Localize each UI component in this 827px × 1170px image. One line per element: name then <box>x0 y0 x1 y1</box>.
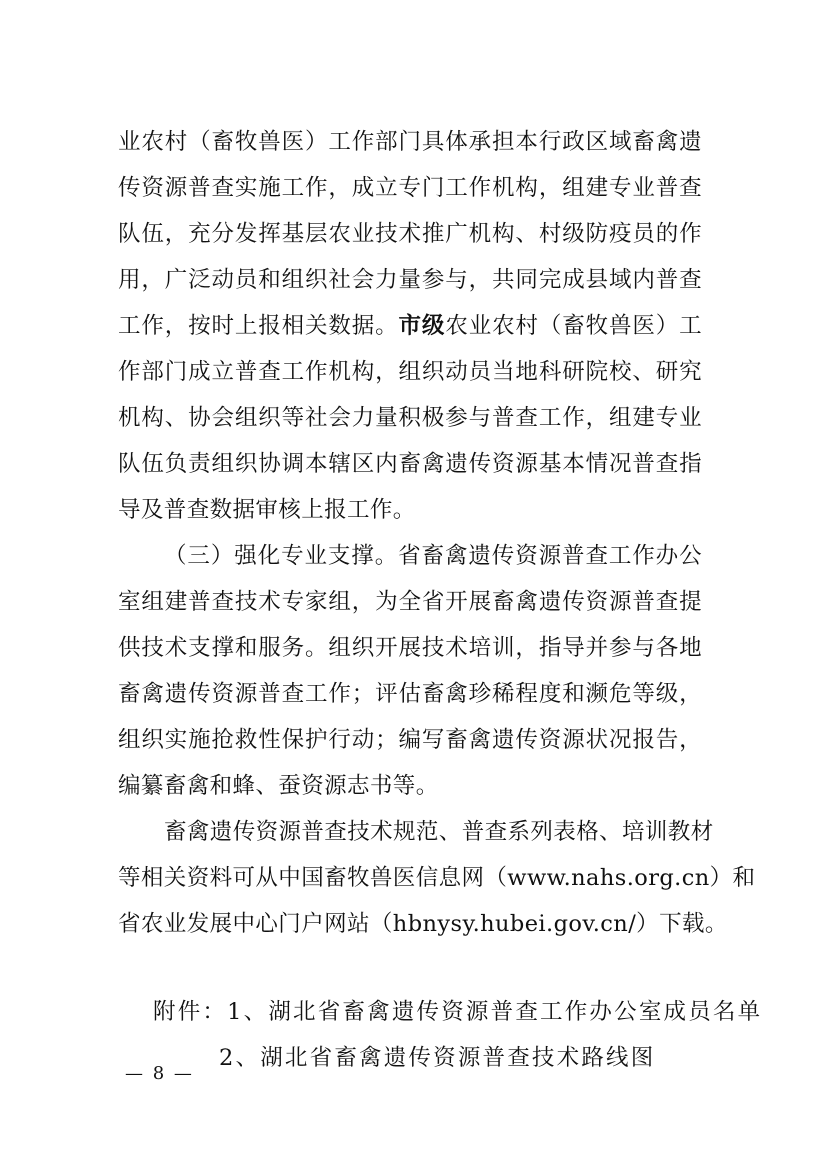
text-line: 传资源普查实施工作，成立专门工作机构，组建专业普查 <box>118 175 702 201</box>
text-span: 工作，按时上报相关数据。 <box>118 313 399 339</box>
text-line: 编纂畜禽和蜂、蚕资源志书等。 <box>118 773 439 799</box>
text-line: 组织实施抢救性保护行动；编写畜禽遗传资源状况报告， <box>118 727 702 753</box>
text-line: 供技术支撑和服务。组织开展技术培训，指导并参与各地 <box>118 635 702 661</box>
text-line-mixed <box>118 311 702 341</box>
text-line: 队伍，充分发挥基层农业技术推广机构、村级防疫员的作 <box>118 221 702 247</box>
text-line: 畜禽遗传资源普查工作；评估畜禽珍稀程度和濒危等级， <box>118 681 702 707</box>
text-line: 队伍负责组织协调本辖区内畜禽遗传资源基本情况普查指 <box>118 451 702 477</box>
text-line: 畜禽遗传资源普查技术规范、普查系列表格、培训教材 <box>164 819 714 845</box>
text-line: 导及普查数据审核上报工作。 <box>118 497 416 523</box>
text-line: 用，广泛动员和组织社会力量参与，共同完成县域内普查 <box>118 267 702 293</box>
attachment-line: 附件：1、湖北省畜禽遗传资源普查工作办公室成员名单 <box>153 999 763 1025</box>
text-line: 业农村（畜牧兽医）工作部门具体承担本行政区域畜禽遗 <box>118 129 702 155</box>
page-number: — 8 — <box>125 1063 194 1084</box>
text-line: （三）强化专业支撑。省畜禽遗传资源普查工作办公 <box>164 543 702 569</box>
text-line: 等相关资料可从中国畜牧兽医信息网（www.nahs.org.cn）和 <box>118 865 756 891</box>
text-span: 农业农村（畜牧兽医）工 <box>445 313 702 339</box>
text-line: 省农业发展中心门户网站（hbnysy.hubei.gov.cn/）下载。 <box>118 911 728 937</box>
text-line: 机构、协会组织等社会力量积极参与普查工作，组建专业 <box>118 405 702 431</box>
text-line: 室组建普查技术专家组，为全省开展畜禽遗传资源普查提 <box>118 589 702 615</box>
attachment-line: 2、湖北省畜禽遗传资源普查技术路线图 <box>219 1045 656 1071</box>
bold-term: 市级 <box>398 313 446 339</box>
text-line: 作部门成立普查工作机构，组织动员当地科研院校、研究 <box>118 359 702 385</box>
